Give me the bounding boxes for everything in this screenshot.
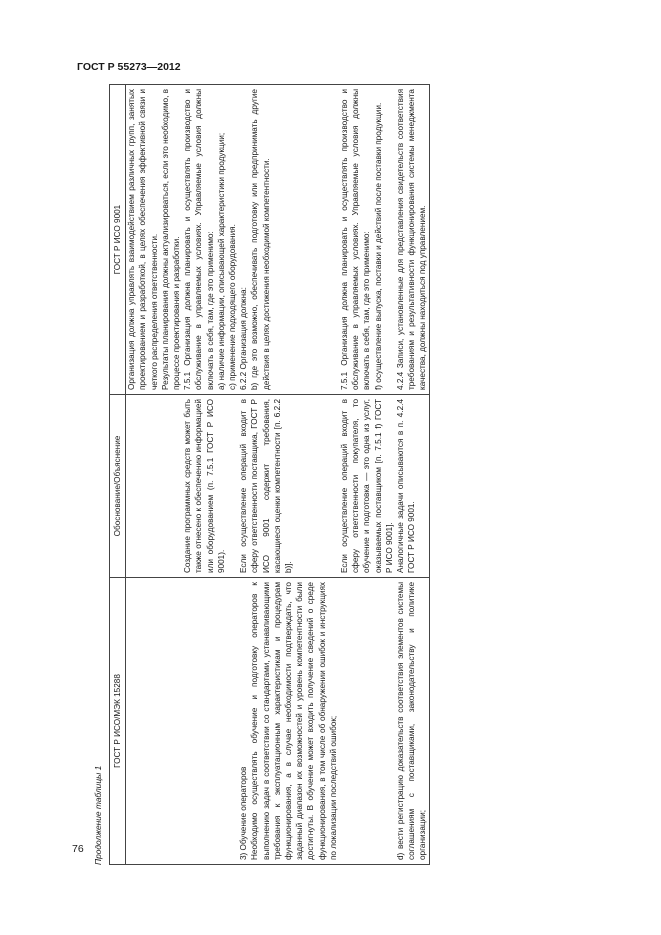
cell-rationale [182, 395, 238, 578]
comparison-table [109, 84, 430, 865]
table-row [238, 85, 339, 865]
table-header-row [110, 85, 126, 865]
cell-iso9001 [339, 85, 395, 395]
cell-paragraph: Если осуществление операций входит в сферу ответственности покупателя, то обучение и подготовка — это одна из услуг, оказываемых поставщиком [п. 7.5.1 f) ГОСТ Р ИСО 9001]. [340, 399, 394, 573]
cell-iso15288 [238, 578, 339, 865]
cell-iso15288 [395, 578, 429, 865]
table-row [339, 85, 395, 865]
cell-paragraph: d) вести регистрацию доказательств соответствия элементов системы соглашениям с поставщиками, законодательству и политике организации; [396, 582, 428, 860]
cell-rationale [395, 395, 429, 578]
cell-paragraph: a) наличие информации, описывающей характеристики продукции; [216, 132, 226, 390]
cell-iso15288 [126, 578, 183, 865]
document-header: ГОСТ Р 55273—2012 [77, 61, 181, 73]
column-header-iso15288: ГОСТ Р ИСО/МЭК 15288 [110, 578, 126, 865]
cell-paragraph: Аналогичные задачи описываются в п. 4.2.4 ГОСТ Р ИСО 9001. [396, 399, 417, 573]
cell-rationale [339, 395, 395, 578]
cell-paragraph: Организация должна управлять взаимодействием различных групп, занятых проектированием и разработкой, в целях обеспечения эффективной связи и четкого распределения ответственности. [127, 89, 159, 390]
cell-paragraph: Необходимо осуществлять обучение и подготовку операторов к выполнению задач в соответствии со стандартами, устанавливающими требования к эксплуатационным характеристикам и процедурам функционирования, а в случае необходимости подтверждать, что заданный диапазон их возможностей и уровень компетентности были достигнуты. В обучение может входить получение сведений о среде функционирования, в том числе об обнаружении ошибок и инструкциях по локализации последствий ошибок; [250, 582, 338, 860]
cell-paragraph: Создание программных средств может быть также отнесено к обеспечению информацией или оборудованием (п. 7.5.1 ГОСТ Р ИСО 9001). [183, 399, 226, 573]
table-caption: Продолжение таблицы 1 [93, 765, 103, 865]
cell-iso9001 [182, 85, 238, 395]
cell-rationale [126, 395, 183, 578]
rotated-page-content [89, 85, 589, 865]
cell-paragraph: f) осуществление выпуска, поставки и действий после поставки продукции. [373, 102, 383, 390]
column-header-rationale: Обоснование/Объяснение [110, 395, 126, 578]
column-header-iso9001: ГОСТ Р ИСО 9001 [110, 85, 126, 395]
cell-paragraph: 7.5.1 Организация должна планировать и осуществлять производство и обслуживание в управляемых условиях. Управляемые условия должны включать в себя, там, где это применимо: [183, 89, 215, 390]
cell-paragraph: b) где это возможно, обеспечивать подготовку или предпринимать другие действия в целях достижения необходимой компетентности. [250, 89, 271, 390]
cell-paragraph: 7.5.1 Организация должна планировать и осуществлять производство и обслуживание в управляемых условиях. Управляемые условия должны включать в себя, там, где это применимо: [340, 89, 372, 390]
cell-paragraph: Если осуществление операций входит в сферу ответственности поставщика, ГОСТ Р ИСО 9001 содержит требования, касающиеся оценки компетентности [п. 6.2.2 b)]. [239, 399, 294, 573]
table-row [126, 85, 183, 865]
cell-iso9001 [238, 85, 339, 395]
table-row [395, 85, 429, 865]
cell-iso9001 [395, 85, 429, 395]
cell-paragraph: 6.2.2 Организация должна: [239, 287, 249, 390]
table-body [126, 85, 429, 865]
cell-rationale [238, 395, 339, 578]
cell-paragraph: c) применение подходящего оборудования. [228, 224, 238, 390]
cell-iso15288 [339, 578, 395, 865]
cell-paragraph: 4.2.4 Записи, установленные для представления свидетельств соответствия требованиям и результативности функционирования системы менеджмента качества, должны находиться под управлением. [396, 89, 428, 390]
cell-paragraph: 3) Обучение операторов [239, 766, 249, 860]
cell-paragraph: Результаты планирования должны актуализироваться, если это необходимо, в процессе проектирования и разработки. [160, 89, 182, 390]
table-row [182, 85, 238, 865]
cell-iso15288 [182, 578, 238, 865]
page-number: 76 [72, 843, 84, 855]
cell-iso9001 [126, 85, 183, 395]
